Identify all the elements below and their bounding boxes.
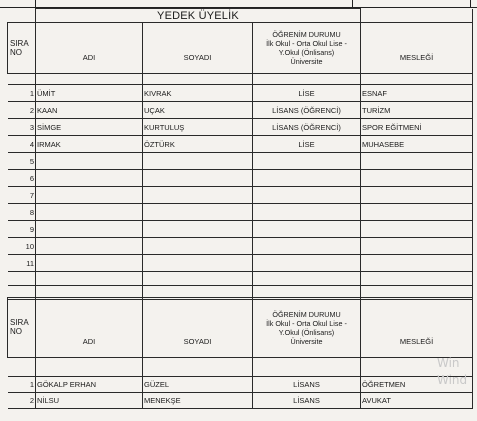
row-education [253, 187, 361, 204]
row-number: 6 [8, 170, 36, 187]
row-surname: KIVRAK [143, 85, 253, 102]
row-surname [143, 187, 253, 204]
divider [470, 0, 471, 8]
row-number: 9 [8, 221, 36, 238]
table-row [8, 136, 473, 153]
row-name [36, 221, 143, 238]
table-row [8, 187, 473, 204]
row-surname [143, 255, 253, 272]
table-row [8, 204, 473, 221]
row-job [361, 153, 473, 170]
row-education: LİSE [253, 136, 361, 153]
row-number: 4 [8, 136, 36, 153]
row-surname [143, 238, 253, 255]
row-surname [143, 153, 253, 170]
watermark-text: Wind [437, 373, 468, 387]
row-name: ÜMİT [36, 85, 143, 102]
row-job: TURİZM [361, 102, 473, 119]
row-number: 1 [8, 377, 36, 393]
row-education [253, 170, 361, 187]
row-number: 5 [8, 153, 36, 170]
previous-table-edge [0, 0, 477, 8]
row-number: 8 [8, 204, 36, 221]
divider [35, 0, 36, 8]
table-row [8, 393, 473, 409]
row-education: LİSE [253, 85, 361, 102]
table-row [8, 221, 473, 238]
row-surname [143, 170, 253, 187]
row-education [253, 238, 361, 255]
row-job [361, 221, 473, 238]
divider [352, 0, 353, 8]
surname-header: SOYADI [143, 298, 253, 358]
row-number: 7 [8, 187, 36, 204]
row-surname: ÖZTÜRK [143, 136, 253, 153]
education-header: ÖĞRENİM DURUMU İlk Okul - Orta Okul Lise - Y.Okul (Önlisans) Üniversite [253, 298, 361, 358]
row-name [36, 187, 143, 204]
education-header: ÖĞRENİM DURUMU İlk Okul - Orta Okul Lise - Y.Okul (Önlisans) Üniversite [253, 23, 361, 74]
sira-no-header: SIRA NO [8, 23, 36, 74]
watermark-text: Win [437, 356, 460, 370]
row-name: IRMAK [36, 136, 143, 153]
row-job [361, 170, 473, 187]
row-job [361, 187, 473, 204]
row-number: 3 [8, 119, 36, 136]
row-name [36, 204, 143, 221]
table-row [8, 238, 473, 255]
job-header: MESLEĞİ [361, 298, 473, 358]
row-number: 1 [8, 85, 36, 102]
row-name: KAAN [36, 102, 143, 119]
table-row [8, 102, 473, 119]
row-job [361, 238, 473, 255]
row-job [361, 204, 473, 221]
section-title: YEDEK ÜYELİK [36, 9, 361, 23]
row-name: GÖKALP ERHAN [36, 377, 143, 393]
row-job: AVUKAT [361, 393, 473, 409]
sira-no-header: SIRA NO [8, 298, 36, 358]
row-surname: GÜZEL [143, 377, 253, 393]
table-row [8, 377, 473, 393]
row-number: 2 [8, 102, 36, 119]
row-job: MUHASEBE [361, 136, 473, 153]
row-name [36, 238, 143, 255]
row-education [253, 153, 361, 170]
row-education: LİSANS (ÖĞRENCİ) [253, 102, 361, 119]
name-header: ADI [36, 298, 143, 358]
table-row [8, 119, 473, 136]
row-number: 2 [8, 393, 36, 409]
row-name [36, 153, 143, 170]
row-job: SPOR EĞİTMENİ [361, 119, 473, 136]
row-name: SİMGE [36, 119, 143, 136]
row-education: LİSANS [253, 377, 361, 393]
table-header-row [8, 23, 473, 74]
row-surname [143, 221, 253, 238]
table-row [8, 85, 473, 102]
section-title-row [8, 9, 473, 23]
row-education [253, 255, 361, 272]
row-name: NİLSU [36, 393, 143, 409]
table-row [8, 255, 473, 272]
job-header: MESLEĞİ [361, 23, 473, 74]
row-number: 10 [8, 238, 36, 255]
second-membership-table [7, 297, 473, 409]
row-education: LİSANS [253, 393, 361, 409]
row-number: 11 [8, 255, 36, 272]
surname-header: SOYADI [143, 23, 253, 74]
row-surname: UÇAK [143, 102, 253, 119]
row-education: LİSANS (ÖĞRENCİ) [253, 119, 361, 136]
table-header-row [8, 298, 473, 358]
row-name [36, 170, 143, 187]
row-job: ESNAF [361, 85, 473, 102]
row-name [36, 255, 143, 272]
row-surname [143, 204, 253, 221]
row-job [361, 255, 473, 272]
table-row [8, 153, 473, 170]
row-surname: KURTULUŞ [143, 119, 253, 136]
row-education [253, 221, 361, 238]
table-row [8, 170, 473, 187]
row-surname: MENEKŞE [143, 393, 253, 409]
row-education [253, 204, 361, 221]
row-job: ÖĞRETMEN [361, 377, 473, 393]
reserve-membership-table [7, 8, 473, 300]
name-header: ADI [36, 23, 143, 74]
